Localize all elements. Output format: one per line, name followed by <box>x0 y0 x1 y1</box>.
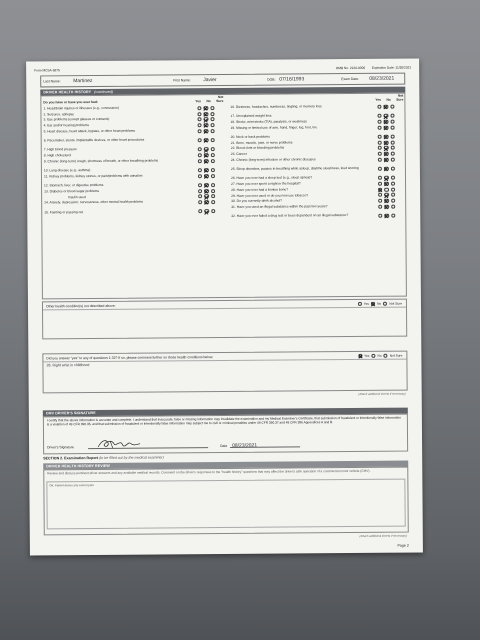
left-yes-header: Yes <box>195 98 201 103</box>
left-answer-group-15 <box>198 200 215 204</box>
left-question-3: 3. Eye problems (except glasses or contacts) <box>43 117 110 122</box>
right-question-11: 26. Have you ever had a sleep test (e.g., sleep apnea)? <box>230 175 313 181</box>
left-q16-no-radio[interactable] <box>205 209 209 213</box>
left-q8-no-radio[interactable] <box>204 153 208 157</box>
form-header <box>34 66 411 73</box>
left-q6-yes-radio[interactable] <box>198 138 202 142</box>
left-q10-no-radio[interactable] <box>204 168 208 172</box>
right-yes-header: Yes <box>375 97 381 102</box>
left-q10-yes-radio[interactable] <box>198 168 202 172</box>
right-q2-yes-radio[interactable] <box>377 114 381 118</box>
left-question-6: 6. Pacemaker, stents, implantable devices, or other heart procedures <box>43 137 145 143</box>
other-yes-label: Yes <box>363 301 369 306</box>
right-q13-yes-radio[interactable] <box>378 187 382 191</box>
right-question-6: 21. Bone, muscle, joint, or nerve problems <box>230 140 293 145</box>
right-answer-group-7 <box>378 146 395 150</box>
right-q12-not-sure-radio[interactable] <box>391 182 395 186</box>
page-number: Page 2 <box>397 543 409 548</box>
form-page <box>26 58 423 555</box>
right-answer-group-12 <box>378 182 395 186</box>
left-question-15: 14. Anxiety, depression, nervousness, other mental health problems <box>44 199 144 205</box>
right-answer-group-14 <box>378 193 395 197</box>
left-q14-no-radio[interactable] <box>204 194 208 198</box>
right-q3-not-sure-radio[interactable] <box>390 119 394 123</box>
comment-no-label: No <box>377 353 382 358</box>
right-q4-yes-radio[interactable] <box>378 125 382 129</box>
left-q11-no-radio[interactable] <box>204 174 208 178</box>
right-q6-no-radio[interactable] <box>384 140 388 144</box>
right-q11-no-radio[interactable] <box>384 176 388 180</box>
left-question-7: 7. High blood pressure <box>43 147 77 152</box>
right-q17-yes-radio[interactable] <box>378 214 382 218</box>
right-question-8: 23. Cancer <box>230 151 247 157</box>
left-answer-group-8 <box>198 153 215 157</box>
right-q17-not-sure-radio[interactable] <box>391 214 395 218</box>
signature-box <box>43 414 408 455</box>
left-question-11: 11. Kidney problems, kidney stones, or pain/problems with urination <box>43 173 143 179</box>
last-name-value[interactable]: Martinez <box>73 78 93 85</box>
left-answer-group-2 <box>197 112 214 116</box>
health-history-suffix: (continued) <box>94 89 114 95</box>
signature-title: CMV DRIVER'S SIGNATURE <box>45 411 96 416</box>
left-q4-yes-radio[interactable] <box>198 123 202 127</box>
right-q7-not-sure-radio[interactable] <box>390 146 394 150</box>
left-question-1: 1. Head/brain injuries or illnesses (e.g., concussion) <box>43 105 119 111</box>
left-answer-group-10 <box>198 168 215 172</box>
left-q11-yes-radio[interactable] <box>198 174 202 178</box>
right-q13-no-radio[interactable] <box>384 187 388 191</box>
left-q11-not-sure-radio[interactable] <box>211 174 215 178</box>
left-q10-not-sure-radio[interactable] <box>211 168 215 172</box>
left-q2-no-radio[interactable] <box>204 112 208 116</box>
left-question-14: Insulin used <box>68 194 86 199</box>
other-no-radio[interactable] <box>371 301 375 305</box>
right-question-17: 32. Have you ever failed a drug test or been dependent on an illegal substance? <box>231 213 349 219</box>
health-history-title: DRIVER HEALTH HISTORY <box>43 90 92 95</box>
right-question-16: 31. Have you used an illegal substance within the past two years? <box>231 204 328 209</box>
right-q2-no-radio[interactable] <box>384 114 388 118</box>
right-q15-not-sure-radio[interactable] <box>391 199 395 203</box>
comment-yes-label: Yes <box>364 353 370 358</box>
left-answer-group-9 <box>198 159 215 163</box>
left-q13-yes-radio[interactable] <box>198 189 202 193</box>
left-q9-not-sure-radio[interactable] <box>211 159 215 163</box>
right-answer-group-4 <box>378 125 395 129</box>
right-question-12: 27. Have you ever spent a night in the hospital? <box>231 181 301 187</box>
left-answer-group-6 <box>198 138 215 142</box>
right-q1-no-radio[interactable] <box>384 105 388 109</box>
other-conditions-box <box>42 299 407 340</box>
other-conditions-label: Other health condition(s) not described above: <box>45 303 116 309</box>
right-question-2: 17. Unexplained weight loss <box>230 113 272 119</box>
signature-date-label: Date <box>220 443 228 449</box>
left-answer-group-1 <box>197 106 214 110</box>
left-q4-not-sure-radio[interactable] <box>210 123 214 127</box>
history-review-field-note: OK. Patient denies any current pain. <box>49 483 95 488</box>
right-sure-header: Sure <box>396 97 404 102</box>
signature-date-value[interactable]: 08/23/2021 <box>232 442 258 449</box>
right-q14-yes-radio[interactable] <box>378 193 382 197</box>
right-q5-not-sure-radio[interactable] <box>390 134 394 138</box>
left-question-16: 15. Fainting or passing out <box>44 209 84 214</box>
history-review-title: DRIVER HEALTH HISTORY REVIEW <box>46 463 110 469</box>
right-q10-no-radio[interactable] <box>384 167 388 171</box>
review-attach-note: (Attach additional sheets if necessary) <box>359 533 407 538</box>
left-q2-yes-radio[interactable] <box>197 112 201 116</box>
right-answer-group-3 <box>378 119 395 123</box>
other-not-sure-label: Not Sure <box>389 301 402 306</box>
left-q7-not-sure-radio[interactable] <box>210 147 214 151</box>
right-question-15: 30. Do you currently drink alcohol? <box>231 198 282 204</box>
left-q15-not-sure-radio[interactable] <box>211 200 215 204</box>
left-q3-yes-radio[interactable] <box>198 117 202 121</box>
left-q4-no-radio[interactable] <box>204 123 208 127</box>
other-not-sure-radio[interactable] <box>383 301 387 305</box>
comment-label: Did you answer "yes" to any of questions 1-32? If so, please comment further on those health conditions below. <box>46 355 214 361</box>
right-q15-no-radio[interactable] <box>385 199 389 203</box>
form-id: Form MCSA-5875 <box>34 68 60 73</box>
left-q1-not-sure-radio[interactable] <box>210 106 214 110</box>
left-question-10: 10. Lung disease (e.g., asthma) <box>43 168 91 173</box>
right-answer-group-2 <box>377 114 394 118</box>
signature-date-line <box>230 446 300 448</box>
right-question-13: 28. Have you ever had a broken bone? <box>231 187 289 192</box>
left-answer-group-7 <box>198 147 215 151</box>
left-q6-no-radio[interactable] <box>204 138 208 142</box>
other-conditions-options <box>358 301 402 306</box>
left-q5-not-sure-radio[interactable] <box>210 129 214 133</box>
left-q13-not-sure-radio[interactable] <box>211 189 215 193</box>
right-answer-group-8 <box>378 152 395 156</box>
left-q14-not-sure-radio[interactable] <box>211 194 215 198</box>
right-q2-not-sure-radio[interactable] <box>390 114 394 118</box>
right-col-headers <box>375 95 403 102</box>
right-q7-no-radio[interactable] <box>384 146 388 150</box>
right-q9-yes-radio[interactable] <box>378 157 382 161</box>
right-q15-yes-radio[interactable] <box>378 199 382 203</box>
right-q1-yes-radio[interactable] <box>377 105 381 109</box>
left-q13-no-radio[interactable] <box>204 189 208 193</box>
last-name-label: Last Name: <box>43 79 61 84</box>
right-answer-group-16 <box>378 204 395 208</box>
right-q3-no-radio[interactable] <box>384 120 388 124</box>
right-question-1: 16. Dizziness, headaches, numbness, tingling, or memory loss <box>230 104 322 109</box>
left-q7-yes-radio[interactable] <box>198 147 202 151</box>
left-question-12: 12. Stomach, liver, or digestive problems <box>44 183 104 188</box>
comment-not-sure-label: Not Sure <box>389 353 403 358</box>
right-question-5: 20. Neck or back problems <box>230 134 270 139</box>
left-q9-yes-radio[interactable] <box>198 159 202 163</box>
comment-value[interactable]: 28. Right wrist in childhood <box>46 363 90 368</box>
left-q8-yes-radio[interactable] <box>198 153 202 157</box>
right-answer-group-17 <box>378 214 395 218</box>
left-q2-not-sure-radio[interactable] <box>210 112 214 116</box>
exam-date-label: Exam Date: <box>341 76 359 82</box>
right-q14-no-radio[interactable] <box>384 193 388 197</box>
left-question-5: 5. Heart disease, heart attack, bypass, or other heart problems <box>43 128 136 134</box>
left-q3-no-radio[interactable] <box>204 117 208 121</box>
right-not-header: Not <box>398 93 404 98</box>
left-q3-not-sure-radio[interactable] <box>210 117 214 121</box>
right-answer-group-10 <box>378 167 395 171</box>
left-q15-no-radio[interactable] <box>205 200 209 204</box>
right-q9-no-radio[interactable] <box>384 157 388 161</box>
left-answer-group-3 <box>198 117 215 121</box>
left-q16-yes-radio[interactable] <box>198 209 202 213</box>
right-q12-yes-radio[interactable] <box>378 182 382 186</box>
right-q17-no-radio[interactable] <box>385 214 389 218</box>
first-name-label: First Name: <box>173 78 191 83</box>
left-q12-yes-radio[interactable] <box>198 183 202 187</box>
dob-value[interactable]: 07/16/1993 <box>279 76 305 83</box>
left-q1-yes-radio[interactable] <box>197 106 201 110</box>
right-q16-not-sure-radio[interactable] <box>391 204 395 208</box>
left-q6-not-sure-radio[interactable] <box>210 138 214 142</box>
left-q5-yes-radio[interactable] <box>198 129 202 133</box>
right-question-3: 18. Stroke, mini-stroke (TIA), paralysis, or weakness <box>230 119 307 124</box>
health-question: Do you have or have you ever had: <box>43 99 99 105</box>
comment-options <box>358 353 402 358</box>
right-answer-group-9 <box>378 157 395 161</box>
left-q14-yes-radio[interactable] <box>198 194 202 198</box>
comment-attach-note: (Attach additional sheets if necessary) <box>358 391 406 396</box>
right-q11-yes-radio[interactable] <box>378 176 382 180</box>
section2-heading <box>43 455 164 460</box>
left-q16-not-sure-radio[interactable] <box>211 209 215 213</box>
right-q7-yes-radio[interactable] <box>378 146 382 150</box>
right-answer-group-13 <box>378 187 395 191</box>
right-answer-group-11 <box>378 176 395 180</box>
comment-yes-radio[interactable] <box>358 353 362 357</box>
right-q8-not-sure-radio[interactable] <box>391 152 395 156</box>
exam-date-value[interactable]: 08/23/2021 <box>369 75 395 82</box>
right-q1-not-sure-radio[interactable] <box>390 104 394 108</box>
history-review-field[interactable] <box>46 479 405 530</box>
other-no-label: No <box>377 301 382 306</box>
right-question-10: 25. Sleep disorders, pauses in breathing while asleep, daytime sleepiness, loud snoring <box>230 166 359 172</box>
right-q14-not-sure-radio[interactable] <box>391 193 395 197</box>
expiration-date: Expiration Date: 11/30/2021 <box>371 65 412 70</box>
left-q8-not-sure-radio[interactable] <box>211 153 215 157</box>
comment-box <box>42 351 407 394</box>
right-q8-yes-radio[interactable] <box>378 152 382 156</box>
left-answer-group-4 <box>198 123 215 127</box>
right-q6-not-sure-radio[interactable] <box>390 140 394 144</box>
left-answer-group-11 <box>198 174 215 178</box>
dob-label: DOB: <box>267 77 276 82</box>
other-yes-radio[interactable] <box>358 301 362 305</box>
left-q15-yes-radio[interactable] <box>198 200 202 204</box>
right-q9-not-sure-radio[interactable] <box>391 157 395 161</box>
name-row <box>40 73 405 88</box>
section2-note: (to be filled out by the medical examiner) <box>99 455 164 460</box>
right-q4-no-radio[interactable] <box>384 125 388 129</box>
right-question-9: 24. Chronic (long-term) infection or other chronic diseases <box>230 157 316 162</box>
right-q4-not-sure-radio[interactable] <box>390 125 394 129</box>
right-q3-yes-radio[interactable] <box>378 120 382 124</box>
left-not-header: Not <box>218 95 224 100</box>
left-question-8: 8. High cholesterol <box>43 153 72 158</box>
history-review-instructions: Review and discuss pertinent driver answers and any available medical records. Comment on the driver's responses to the "health history" questions that may affect the driver's safe operation of a commercial motor vehicle (CMV). <box>47 468 371 476</box>
right-q16-yes-radio[interactable] <box>378 204 382 208</box>
left-answer-group-12 <box>198 183 215 187</box>
section2-title: SECTION 2. Examination Report <box>43 455 99 461</box>
left-question-2: 2. Seizures, epilepsy <box>43 111 74 117</box>
left-no-header: No <box>206 98 211 103</box>
right-q10-not-sure-radio[interactable] <box>391 167 395 171</box>
right-q5-no-radio[interactable] <box>384 135 388 139</box>
left-answer-group-5 <box>198 129 215 133</box>
left-question-4: 4. Ear and/or hearing problems <box>43 123 90 128</box>
comment-no-radio[interactable] <box>371 353 375 357</box>
right-q8-no-radio[interactable] <box>384 152 388 156</box>
left-q12-not-sure-radio[interactable] <box>211 183 215 187</box>
comment-not-sure-radio[interactable] <box>384 353 388 357</box>
right-q6-yes-radio[interactable] <box>378 140 382 144</box>
history-review-box <box>43 467 409 536</box>
driver-signature-label: Driver's Signature <box>47 445 74 450</box>
right-answer-group-6 <box>378 140 395 144</box>
driver-signature-line[interactable] <box>88 447 208 449</box>
certification-text: I certify that the above information is accurate and complete. I understand that inaccurate, false or missing information may invalidate the examination and my Medical Examiner's Certificate, that submission of fraudulent or intentionally false information is a violation of 49 CFR 390.35, and that submission of fraudulent or intentionally false information may subject me to civil or criminal penalties under 49 CFR 390.37 and 49 CFR 386 Appendices A and B. <box>46 415 401 427</box>
left-q9-no-radio[interactable] <box>204 159 208 163</box>
left-question-13: 13. Diabetes or blood sugar problems <box>44 188 100 194</box>
left-q7-no-radio[interactable] <box>204 147 208 151</box>
omb-number: OMB No. 2126-0006 <box>335 65 366 71</box>
right-answer-group-5 <box>378 134 395 138</box>
right-q12-no-radio[interactable] <box>384 182 388 186</box>
right-answer-group-1 <box>377 104 394 108</box>
left-answer-group-16 <box>198 209 215 213</box>
left-answer-group-13 <box>198 189 215 193</box>
right-no-header: No <box>386 97 391 102</box>
left-col-headers <box>195 96 223 103</box>
right-q5-yes-radio[interactable] <box>378 135 382 139</box>
right-q13-not-sure-radio[interactable] <box>391 187 395 191</box>
first-name-value[interactable]: Javier <box>203 77 217 84</box>
right-answer-group-15 <box>378 199 395 203</box>
left-q5-no-radio[interactable] <box>204 129 208 133</box>
left-question-9: 9. Chronic (long-term) cough, shortness of breath, or other breathing problems <box>43 158 159 164</box>
right-question-7: 22. Blood clots or bleeding problems <box>230 145 285 151</box>
right-question-14: 29. Have you ever used or do you now use tobacco? <box>231 192 309 198</box>
left-answer-group-14 <box>198 194 215 198</box>
right-q11-not-sure-radio[interactable] <box>391 176 395 180</box>
right-q10-yes-radio[interactable] <box>378 167 382 171</box>
right-q16-no-radio[interactable] <box>385 204 389 208</box>
right-question-4: 19. Missing or limited use of arm, hand, finger, leg, foot, toe <box>230 124 318 130</box>
left-sure-header: Sure <box>216 98 224 103</box>
left-q1-no-radio[interactable] <box>204 106 208 110</box>
left-q12-no-radio[interactable] <box>204 183 208 187</box>
